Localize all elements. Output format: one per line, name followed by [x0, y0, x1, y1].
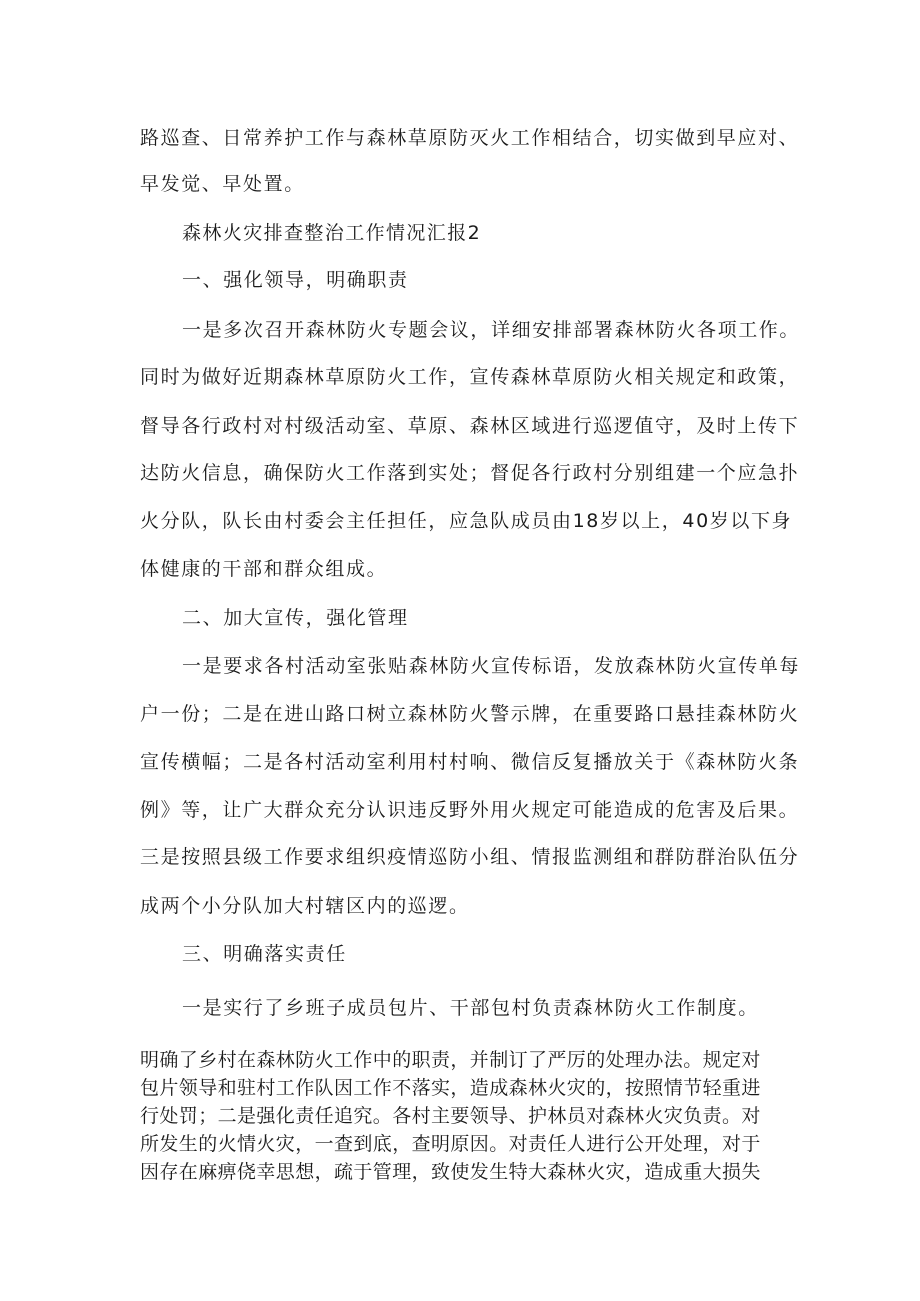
body-line: 路巡查、日常养护工作与森林草原防灭火工作相结合，切实做到早应对、 [140, 127, 800, 149]
section-heading: 二、加大宣传，强化管理 [182, 607, 409, 629]
body-line: 所发生的火情火灾，一查到底，查明原因。对责任人进行公开处理，对于 [140, 1133, 761, 1155]
body-line: 一是要求各村活动室张贴森林防火宣传标语，发放森林防火宣传单每 [182, 655, 801, 677]
body-line: 同时为做好近期森林草原防火工作，宣传森林草原防火相关规定和政策， [140, 366, 800, 388]
body-line: 成两个小分队加大村辖区内的巡逻。 [140, 895, 470, 917]
body-line: 督导各行政村对村级活动室、草原、森林区域进行巡逻值守，及时上传下 [140, 415, 800, 437]
section-title: 森林火灾排查整治工作情况汇报2 [182, 222, 482, 244]
body-line: 体健康的干部和群众组成。 [140, 558, 388, 580]
body-line: 行处罚；二是强化责任追究。各村主要领导、护林员对森林火灾负责。对 [140, 1105, 761, 1127]
body-line: 一是多次召开森林防火专题会议，详细安排部署森林防火各项工作。 [182, 319, 801, 341]
body-line: 火分队，队长由村委会主任担任，应急队成员由18岁以上，40岁以下身 [140, 510, 793, 532]
body-line: 早发觉、早处置。 [140, 173, 305, 195]
body-line: 宣传横幅；二是各村活动室利用村村响、微信反复播放关于《森林防火条 [140, 751, 800, 773]
section-heading: 三、明确落实责任 [182, 943, 347, 965]
body-line: 一是实行了乡班子成员包片、干部包村负责森林防火工作制度。 [182, 997, 759, 1019]
body-line: 因存在麻痹侥幸思想，疏于管理，致使发生特大森林火灾，造成重大损失 [140, 1161, 761, 1183]
body-line: 例》等，让广大群众充分认识违反野外用火规定可能造成的危害及后果。 [140, 799, 800, 821]
section-heading: 一、强化领导，明确职责 [182, 269, 409, 291]
body-line: 明确了乡村在森林防火工作中的职责，并制订了严厉的处理办法。规定对 [140, 1049, 761, 1071]
body-line: 包片领导和驻村工作队因工作不落实，造成森林火灾的，按照情节轻重进 [140, 1077, 761, 1099]
body-line: 达防火信息，确保防火工作落到实处；督促各行政村分别组建一个应急扑 [140, 462, 800, 484]
body-line: 三是按照县级工作要求组织疫情巡防小组、情报监测组和群防群治队伍分 [140, 846, 800, 868]
body-line: 户一份；二是在进山路口树立森林防火警示牌，在重要路口悬挂森林防火 [140, 703, 800, 725]
